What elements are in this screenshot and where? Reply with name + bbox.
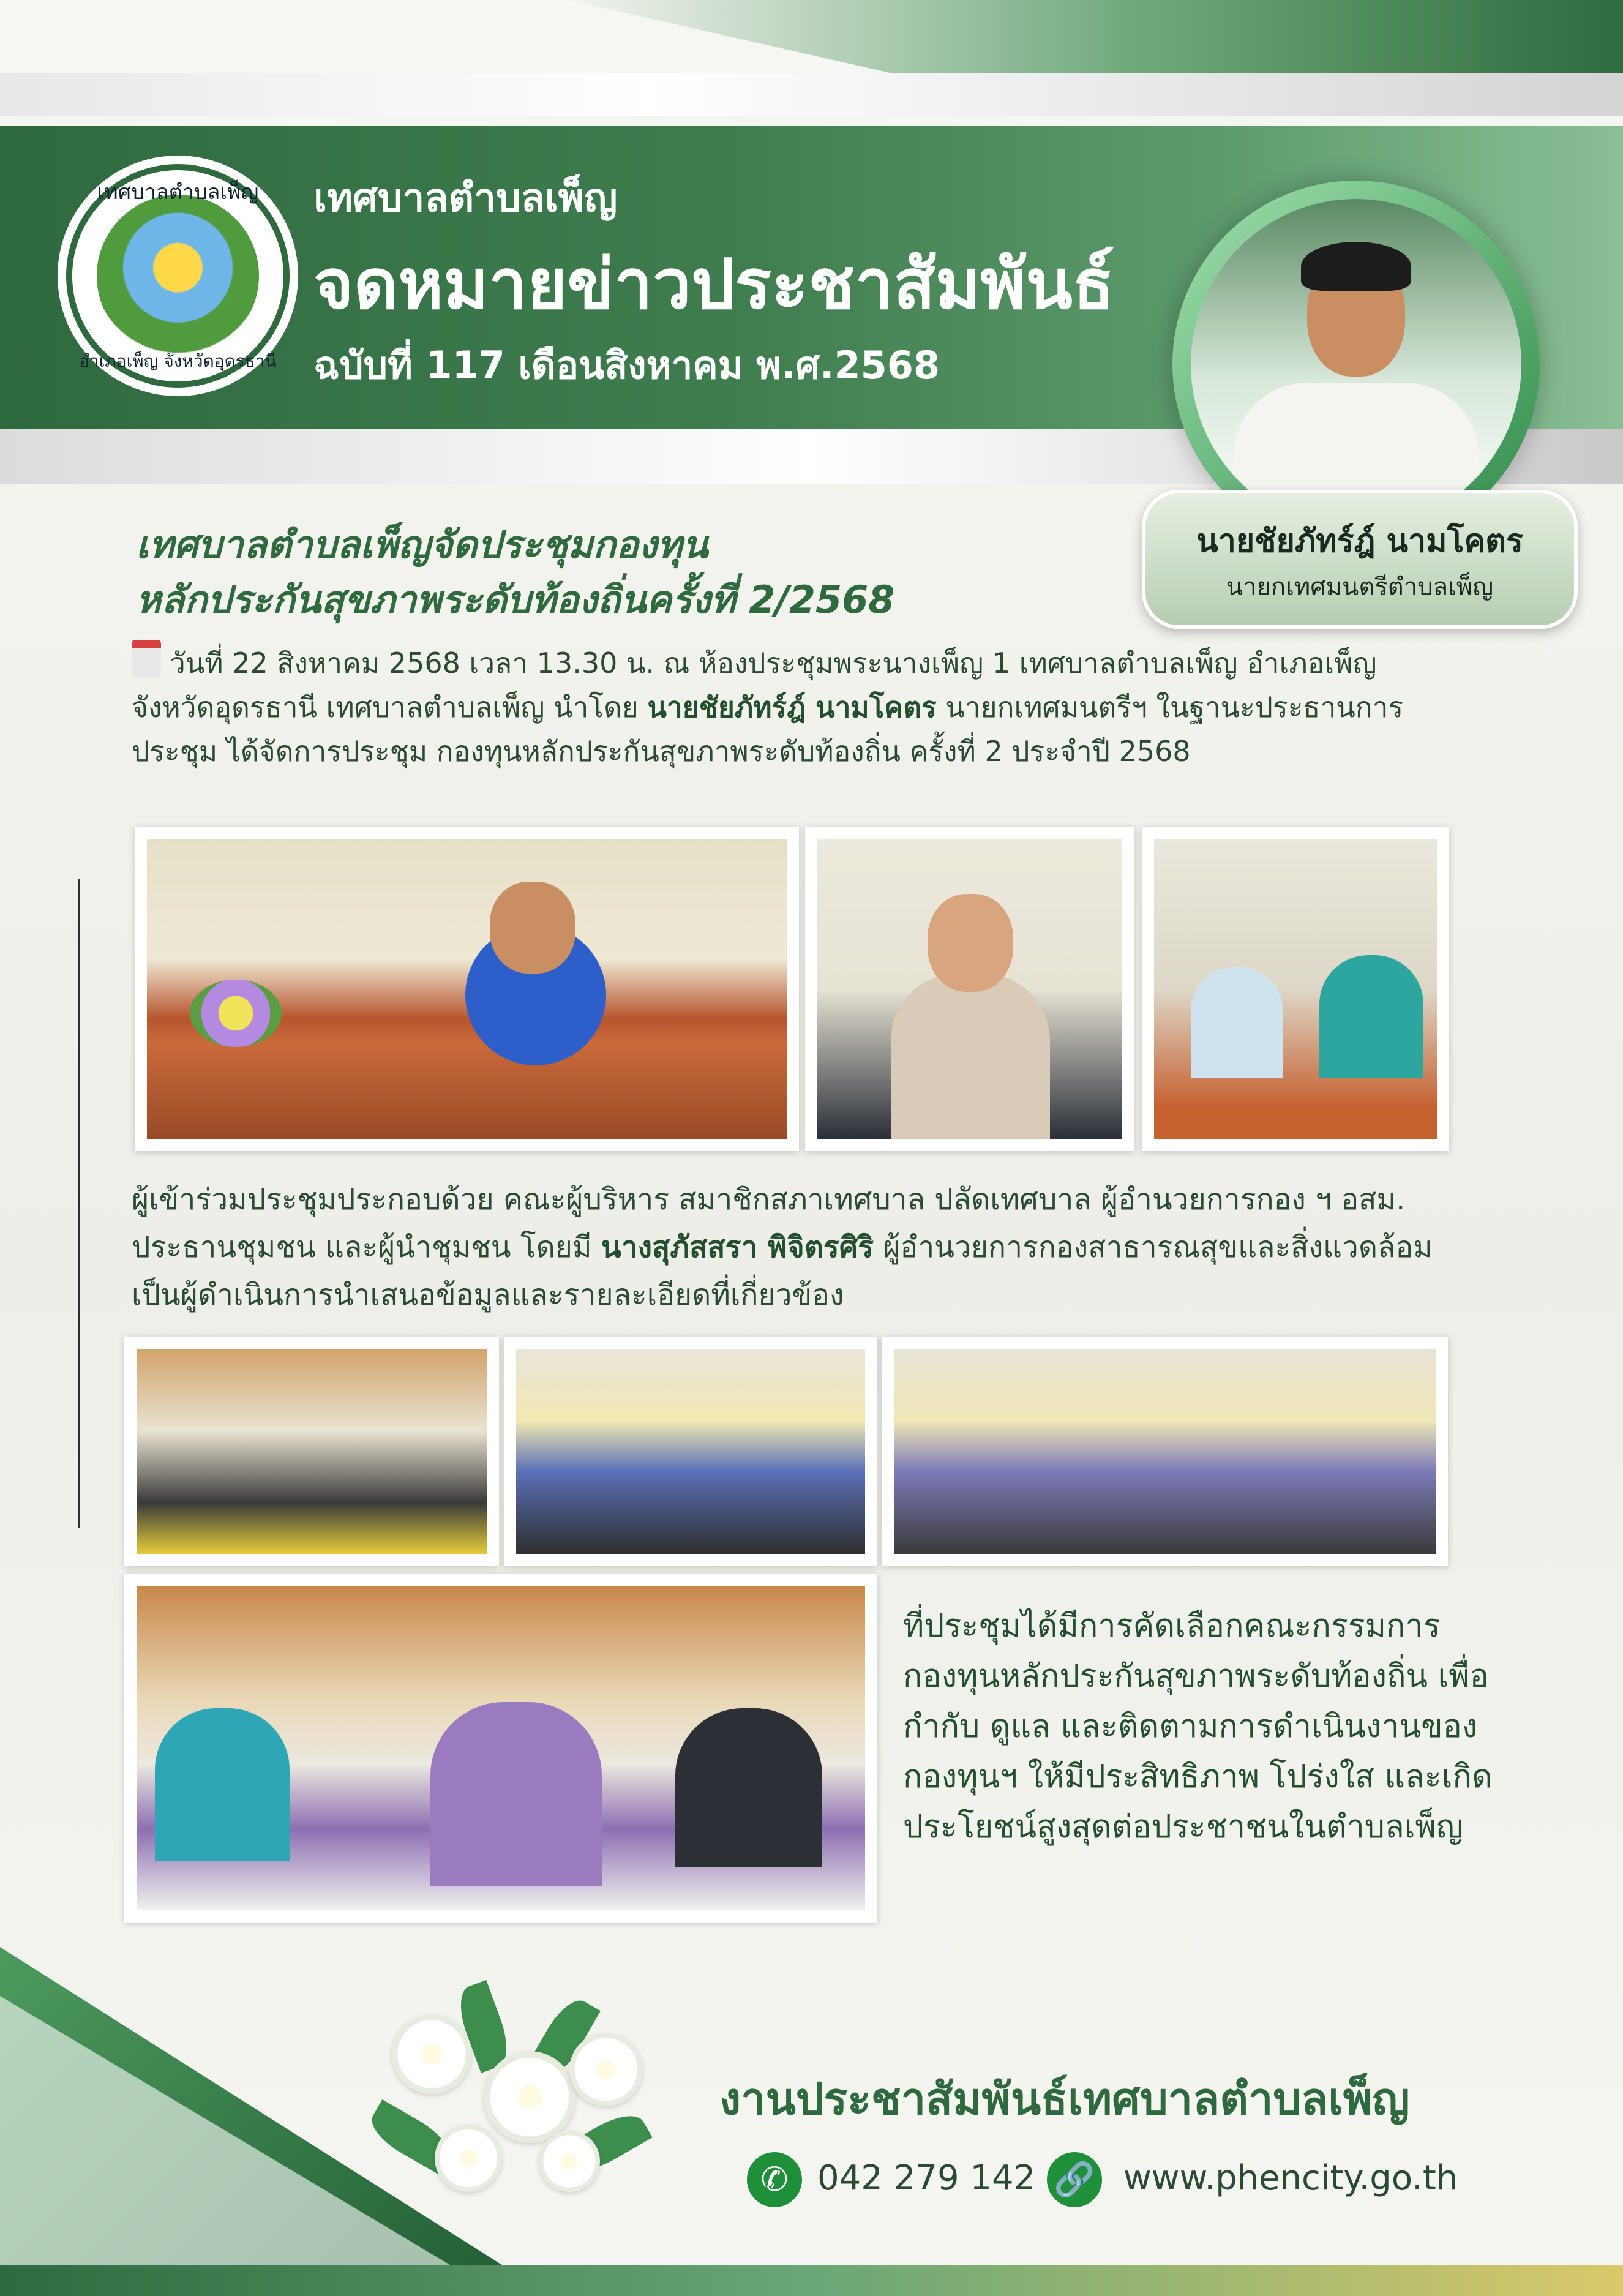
- issue-label: ฉบับที่ 117 เดือนสิงหาคม พ.ศ.2568: [313, 343, 940, 388]
- p2-text-a: ผู้เข้าร่วมประชุมประกอบด้วย คณะผู้บริหาร สมาชิกสภาเทศบาล ปลัดเทศบาล ผู้อำนวยการกอง ฯ อสม. ประธานชุมชน และผู้นำชุมชน โดยมี: [132, 1182, 1406, 1264]
- photo-meeting-laptop: [124, 1337, 499, 1566]
- mayor-name: นายชัยภัทร์ฎ์ นามโคตร: [1196, 522, 1523, 560]
- municipality-logo: [66, 164, 290, 388]
- photo-presenter-speaking: [124, 1574, 877, 1923]
- footer-bottom-bar: [0, 2265, 1623, 2296]
- photo-chairman: [135, 827, 799, 1151]
- calendar-icon: [132, 640, 161, 678]
- footer-website[interactable]: www.phencity.go.th: [1123, 2158, 1458, 2198]
- header-silver-stripe-top: [0, 73, 1623, 116]
- footer-title: งานประชาสัมพันธ์เทศบาลตำบลเพ็ญ: [719, 2073, 1410, 2125]
- p1-bold-name: นายชัยภัทร์ฎ์ นามโคตร: [647, 691, 937, 724]
- logo-text-top: เทศบาลตำบลเพ็ญ: [97, 180, 259, 204]
- mayor-portrait: [1191, 199, 1521, 530]
- logo-text-bottom: อำเภอเพ็ญ จังหวัดอุดรธานี: [79, 351, 277, 371]
- mayor-role: นายกเทศมนตรีตำบลเพ็ญ: [1226, 573, 1494, 601]
- org-name: เทศบาลตำบลเพ็ญ: [313, 176, 618, 221]
- p2-bold-name: นางสุภัสสรา พิจิตรศิริ: [601, 1230, 874, 1264]
- p1-text-b: นายกเทศมนตรีฯ ในฐานะประธานการประชุม ได้จัดการประชุม กองทุนหลักประกันสุขภาพระดับท้องถิ่น ครั้งที่ 2 ประจำปี 2568: [132, 691, 1404, 768]
- article-paragraph-1: [132, 640, 1442, 773]
- article-headline: [136, 517, 894, 628]
- mayor-nameplate: [1142, 490, 1578, 629]
- photo-vote: [504, 1337, 877, 1566]
- headline-line-1: เทศบาลตำบลเพ็ญจัดประชุมกองทุน: [136, 522, 708, 567]
- p2-text-b: ผู้อำนวยการกองสาธารณสุขและสิ่งแวดล้อม เป็นผู้ดำเนินการนำเสนอข้อมูลและรายละเอียดที่เกี่ยวข้อง: [132, 1230, 1433, 1312]
- jasmine-flower-decoration: [343, 1959, 686, 2204]
- photo-conference-room: [882, 1337, 1448, 1566]
- phone-icon: ✆: [747, 2152, 802, 2207]
- article-paragraph-2: [132, 1176, 1448, 1319]
- link-icon: 🔗: [1047, 2152, 1102, 2207]
- article-paragraph-3: ที่ประชุมได้มีการคัดเลือกคณะกรรมการกองทุนหลักประกันสุขภาพระดับท้องถิ่น เพื่อกำกับ ดูแล และติดตามการดำเนินงานของกองทุนฯ ให้มีประสิทธิภาพ โปร่งใส และเกิดประโยชน์สูงสุดต่อประชาชนในตำบลเพ็ญ: [903, 1608, 1493, 1845]
- decorative-vertical-line: [78, 879, 80, 1528]
- headline-line-2: หลักประกันสุขภาพระดับท้องถิ่นครั้งที่ 2/2568: [136, 577, 895, 622]
- p1-text-a: วันที่ 22 สิงหาคม 2568 เวลา 13.30 น. ณ ห้องประชุมพระนางเพ็ญ 1 เทศบาลตำบลเพ็ญ อำเภอเพ็ญ จังหวัดอุดรธานี เทศบาลตำบลเพ็ญ นำโดย: [132, 647, 1377, 724]
- logo-emblem: [97, 195, 259, 357]
- newsletter-title: จดหมายข่าวประชาสัมพันธ์: [313, 245, 1115, 325]
- photo-attendees: [1142, 827, 1449, 1151]
- photo-presenter: [805, 827, 1134, 1151]
- footer-phone[interactable]: 042 279 142: [817, 2158, 1036, 2198]
- header-top-green-shape: [0, 0, 1623, 73]
